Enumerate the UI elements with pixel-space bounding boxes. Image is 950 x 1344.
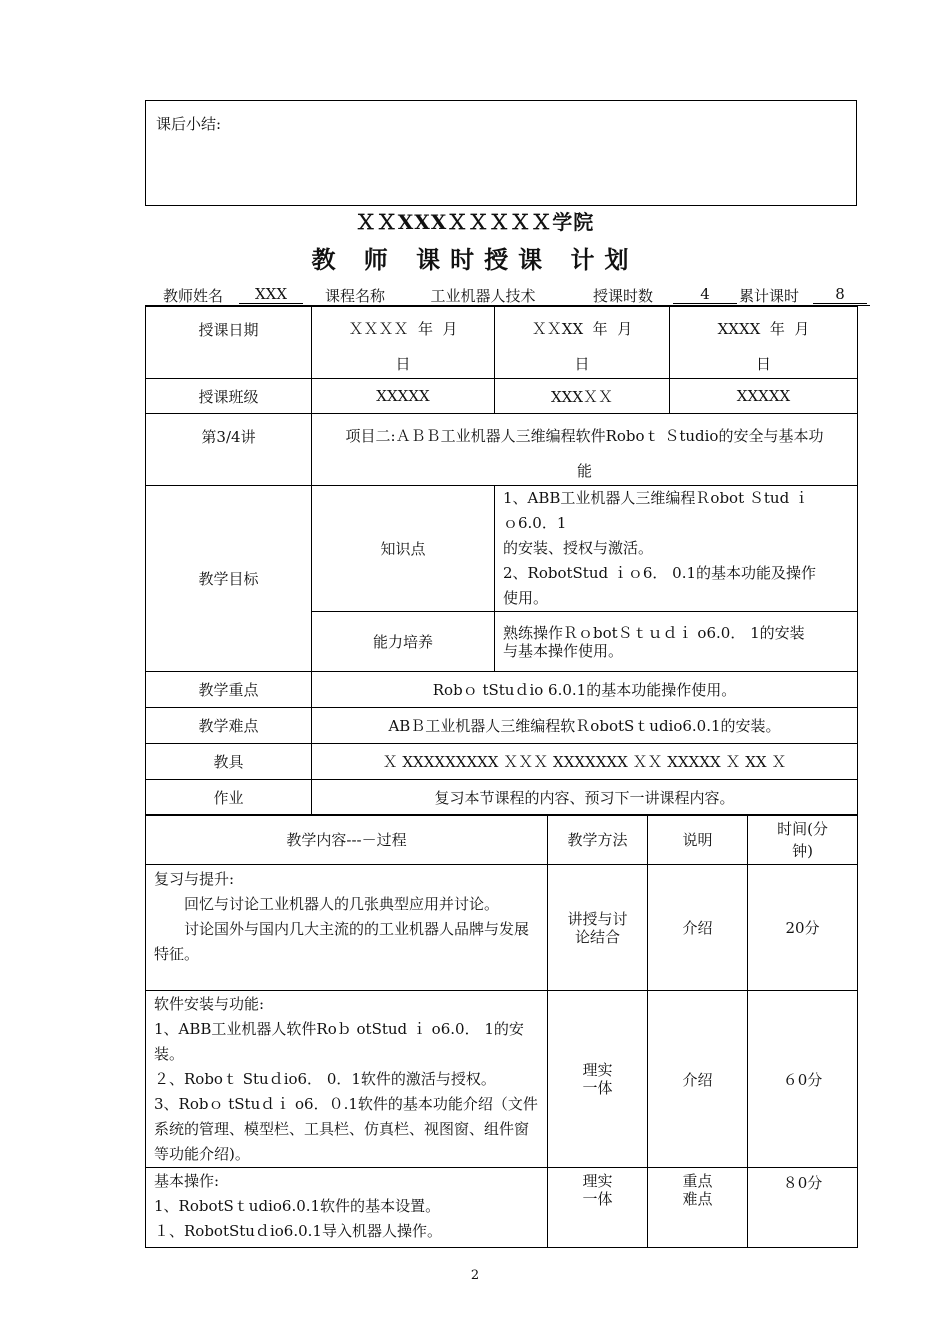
- knowledge-row: [146, 486, 858, 612]
- date-row: [146, 307, 858, 379]
- difficulty-label: 教学难点: [146, 708, 312, 744]
- date-3-line2: 日: [755, 355, 771, 373]
- process-method-review: [548, 865, 648, 991]
- course-info-table: [145, 306, 858, 816]
- process-method-operation: [548, 1168, 648, 1248]
- method-line: 理实: [582, 1172, 613, 1190]
- date-label: 授课日期: [146, 307, 312, 379]
- process-paragraph: 3、Robｏ tStuｄｉ o6．０.1软件的基本功能介绍（文件系统的管理、模型栏、工具栏、仿真栏、视图窗、组件窗等功能介绍)。: [154, 1095, 538, 1163]
- knowledge-line-1: 1、ABB工业机器人三维编程Ｒobot Ｓtud ｉ: [503, 489, 809, 507]
- tools-row: [146, 744, 858, 780]
- focus-row: [146, 672, 858, 708]
- teacher-name-label: 教师姓名: [163, 287, 224, 305]
- lecture-row: [146, 414, 858, 486]
- note-line: 重点: [682, 1172, 713, 1190]
- lecture-topic-line1: 项目二:ＡＢＢ工业机器人三维编程软件Roboｔ Ｓtudio的安全与基本功: [345, 427, 824, 445]
- teaching-hours-value: 4: [673, 285, 737, 304]
- class-cell-1: XXXXX: [312, 379, 495, 414]
- process-content-install: [146, 991, 548, 1168]
- difficulty-row: [146, 708, 858, 744]
- after-class-summary-box: [145, 100, 857, 206]
- ability-line-2: 与基本操作使用。: [503, 641, 624, 660]
- process-note-operation: [648, 1168, 748, 1248]
- lecture-label: 第3/4讲: [146, 414, 312, 486]
- knowledge-label: 知识点: [312, 486, 495, 612]
- process-title-operation: 基本操作:: [154, 1172, 220, 1190]
- knowledge-line-3: 的安装、授权与激活。: [503, 539, 654, 557]
- class-label: 授课班级: [146, 379, 312, 414]
- homework-row: [146, 780, 858, 816]
- process-method-install: [548, 991, 648, 1168]
- college-name: ＸＸXXXＸＸＸＸＸ学院: [355, 210, 595, 234]
- process-content-operation: [146, 1168, 548, 1248]
- tools-value: Ｘ XXXXXXXXX ＸＸＸ XXXXXXX ＸＸ XXXXX Ｘ XX Ｘ: [312, 744, 858, 780]
- knowledge-line-4: 2、RobotStud ｉｏ6． 0.1的基本功能及操作: [503, 564, 817, 582]
- lecture-topic: [312, 414, 858, 486]
- class-row: [146, 379, 858, 414]
- objectives-label: 教学目标: [146, 486, 312, 672]
- date-2-line2: 日: [574, 355, 590, 373]
- date-cell-3: [670, 307, 858, 379]
- course-name-value: 工业机器人技术: [403, 285, 563, 307]
- process-paragraph: 1、RobotSｔudio6.0.1软件的基本设置。: [154, 1197, 441, 1215]
- time-header-line1: 时间(分: [777, 819, 828, 838]
- lecture-topic-line2: 能: [576, 462, 592, 480]
- method-line: 理实: [582, 1061, 613, 1079]
- teaching-hours-label: 授课时数: [593, 287, 654, 305]
- process-title-review: 复习与提升:: [154, 870, 235, 888]
- ability-label: 能力培养: [312, 612, 495, 672]
- process-paragraph: 回忆与讨论工业机器人的几张典型应用并讨论。: [184, 895, 500, 913]
- process-paragraph: 1、ABB工业机器人软件Roｂ otStud ｉ o6.0． 1的安装。: [154, 1020, 524, 1063]
- total-hours-label: 累计课时: [739, 287, 800, 305]
- method-header: 教学方法: [548, 815, 648, 865]
- note-line: 介绍: [682, 1070, 713, 1089]
- process-paragraph: １、RobotStuｄio6.0.1导入机器人操作。: [154, 1222, 442, 1240]
- homework-label: 作业: [146, 780, 312, 816]
- content-header: 教学内容---－过程: [146, 815, 548, 865]
- difficulty-value: ABＢ工业机器人三维编程软ＲobotSｔudio6.0.1的安装。: [312, 708, 858, 744]
- date-cell-1: [312, 307, 495, 379]
- process-paragraph: 讨论国外与国内几大主流的的工业机器人品牌与发展特征。: [154, 920, 530, 963]
- date-cell-2: [495, 307, 670, 379]
- knowledge-line-5: 使用。: [503, 589, 549, 607]
- course-name-label: 课程名称: [325, 287, 386, 305]
- homework-value: 复习本节课程的内容、预习下一讲课程内容。: [312, 780, 858, 816]
- total-hours-value: 8: [813, 285, 867, 304]
- process-time-install: ６0分: [748, 991, 858, 1168]
- process-content-review: [146, 865, 548, 991]
- process-header-row: [146, 815, 858, 865]
- class-cell-2: XXXＸＸ: [495, 379, 670, 414]
- process-note-install: [648, 991, 748, 1168]
- method-line: 论结合: [574, 927, 620, 946]
- knowledge-line-2: ｏ6.0．1: [503, 514, 567, 532]
- method-line: 一体: [582, 1190, 613, 1208]
- plan-title: 教 师 课时授课 计划: [311, 245, 639, 274]
- process-row-install: [146, 991, 858, 1168]
- note-line: 介绍: [682, 919, 713, 937]
- date-2-line1: ＸＸXX 年 月: [531, 320, 633, 338]
- ability-content: [495, 612, 858, 672]
- page-number: 2: [470, 1268, 480, 1283]
- process-paragraph: ２、Roboｔ Stuｄio6． 0．1软件的激活与授权。: [154, 1070, 496, 1088]
- process-row-operation: [146, 1168, 858, 1248]
- process-time-operation: ８0分: [748, 1168, 858, 1248]
- focus-label: 教学重点: [146, 672, 312, 708]
- focus-value: Robｏ tStuｄio 6.0.1的基本功能操作使用。: [312, 672, 858, 708]
- class-cell-3: XXXXX: [670, 379, 858, 414]
- method-line: 讲授与讨: [567, 909, 628, 928]
- teacher-info-line: [145, 283, 870, 306]
- method-line: 一体: [582, 1079, 613, 1097]
- date-1-line1: ＸＸＸＸ 年 月: [348, 320, 458, 338]
- process-title-install: 软件安装与功能:: [154, 995, 265, 1013]
- time-header: [748, 815, 858, 865]
- date-1-line2: 日: [395, 355, 411, 373]
- process-row-review: [146, 865, 858, 991]
- process-time-review: 20分: [748, 865, 858, 991]
- knowledge-content: [495, 486, 858, 612]
- time-header-line2: 钟): [792, 841, 813, 860]
- ability-line-1: 熟练操作ＲｏbotＳｔｕｄｉ o6.0． 1的安装: [503, 623, 805, 642]
- date-3-line1: XXXX 年 月: [717, 320, 810, 338]
- teacher-name-value: XXX: [239, 285, 303, 304]
- process-note-review: [648, 865, 748, 991]
- note-header: 说明: [648, 815, 748, 865]
- note-line: 难点: [682, 1190, 713, 1208]
- tools-label: 教具: [146, 744, 312, 780]
- teaching-process-table: [145, 814, 858, 1248]
- summary-label: 课后小结:: [156, 115, 222, 133]
